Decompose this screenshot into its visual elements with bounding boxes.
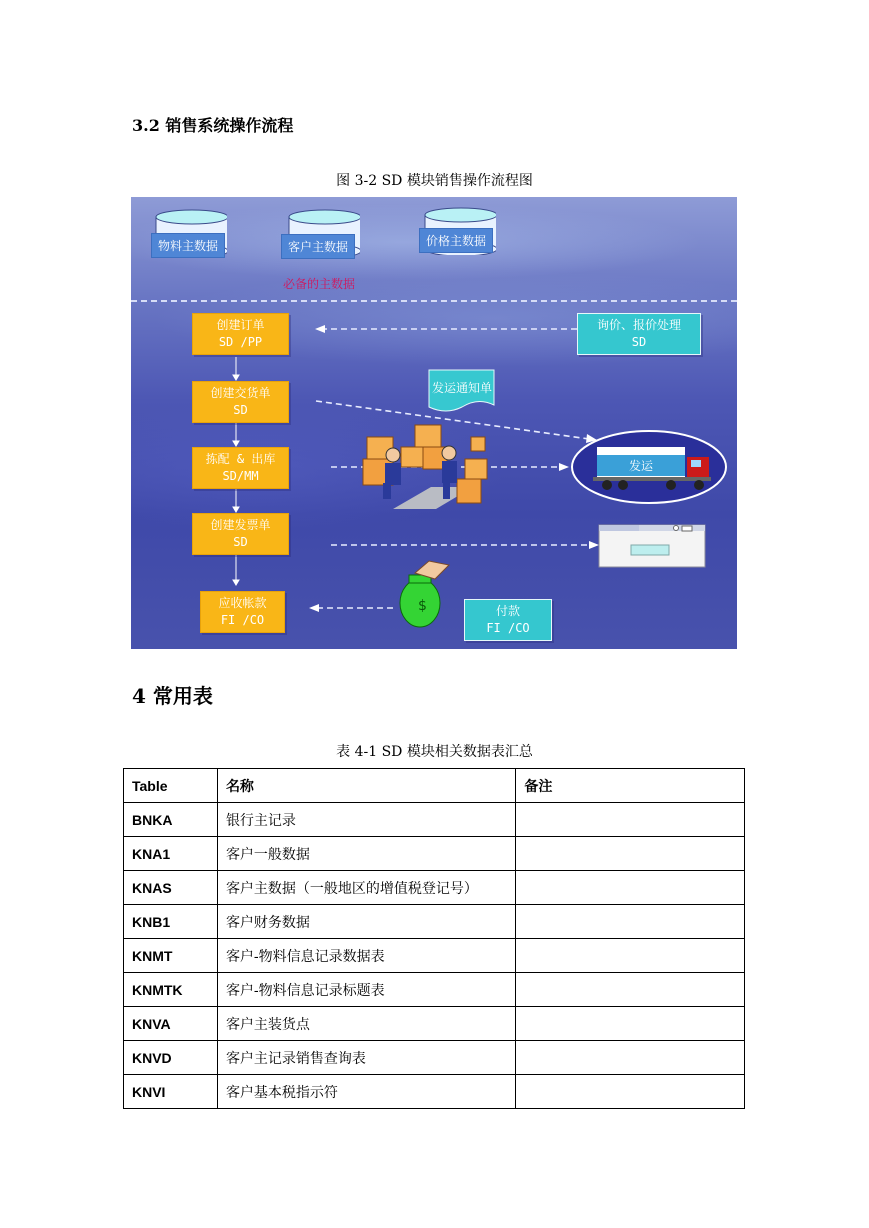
- table-name: 客户基本税指示符: [217, 1075, 515, 1109]
- table-remark: [516, 1075, 745, 1109]
- table-remark: [516, 1007, 745, 1041]
- table-code: KNVD: [124, 1041, 218, 1075]
- dollar-icon: $: [418, 598, 427, 614]
- table-remark: [516, 905, 745, 939]
- invoice-window-icon: [599, 525, 705, 567]
- figure-caption: 图 3-2 SD 模块销售操作流程图: [336, 173, 533, 189]
- db-label: 价格主数据: [419, 228, 493, 253]
- header-name: 名称: [217, 769, 515, 803]
- table-name: 客户主数据（一般地区的增值税登记号）: [217, 871, 515, 905]
- table-row: [124, 905, 745, 939]
- db-label: 客户主数据: [281, 234, 355, 259]
- payment-box: 付款 FI /CO: [464, 599, 552, 641]
- table-name: 客户财务数据: [217, 905, 515, 939]
- step-create-delivery: 创建交货单 SD: [192, 381, 289, 423]
- table-header-row: [124, 769, 745, 803]
- table-code: KNMT: [124, 939, 218, 973]
- table-name: 客户-物料信息记录标题表: [217, 973, 515, 1007]
- warehouse-workers-icon: [363, 425, 487, 509]
- table-name: 银行主记录: [217, 803, 515, 837]
- table-code: BNKA: [124, 803, 218, 837]
- delivery-note-label: 发运通知单: [431, 381, 492, 395]
- table-name: 客户主记录销售查询表: [217, 1041, 515, 1075]
- table-remark: [516, 803, 745, 837]
- table-name: 客户一般数据: [217, 837, 515, 871]
- table-row: [124, 803, 745, 837]
- table-row: [124, 939, 745, 973]
- table-code: KNMTK: [124, 973, 218, 1007]
- header-table: Table: [124, 769, 218, 803]
- table-remark: [516, 837, 745, 871]
- money-bag-icon: [400, 561, 449, 627]
- table-row: [124, 1007, 745, 1041]
- shipping-label: 发运: [597, 455, 685, 476]
- table-caption: 表 4-1 SD 模块相关数据表汇总: [336, 744, 533, 760]
- table-remark: [516, 939, 745, 973]
- header-remark: 备注: [516, 769, 745, 803]
- inquiry-quotation-box: 询价、报价处理 SD: [577, 313, 701, 355]
- required-master-data-note: 必备的主数据: [283, 277, 356, 291]
- table-code: KNAS: [124, 871, 218, 905]
- table-code: KNB1: [124, 905, 218, 939]
- chapter-heading: 4 常用表: [132, 684, 213, 708]
- table-row: [124, 1041, 745, 1075]
- table-code: KNVA: [124, 1007, 218, 1041]
- table-code: KNA1: [124, 837, 218, 871]
- step-picking-goods-issue: 拣配 & 出库 SD/MM: [192, 447, 289, 489]
- table-remark: [516, 1041, 745, 1075]
- table-row: [124, 1075, 745, 1109]
- step-accounts-receivable: 应收帐款 FI /CO: [200, 591, 285, 633]
- table-row: [124, 837, 745, 871]
- table-row: [124, 871, 745, 905]
- table-name: 客户-物料信息记录数据表: [217, 939, 515, 973]
- section-heading: 3.2 销售系统操作流程: [132, 116, 294, 135]
- sd-flowchart: [131, 197, 737, 649]
- step-create-order: 创建订单 SD /PP: [192, 313, 289, 355]
- table-name: 客户主装货点: [217, 1007, 515, 1041]
- db-label: 物料主数据: [151, 233, 225, 258]
- table-code: KNVI: [124, 1075, 218, 1109]
- step-create-invoice: 创建发票单 SD: [192, 513, 289, 555]
- flow-connectors: [131, 197, 737, 649]
- table-row: [124, 973, 745, 1007]
- sd-tables-summary: [123, 768, 745, 1109]
- table-remark: [516, 871, 745, 905]
- table-remark: [516, 973, 745, 1007]
